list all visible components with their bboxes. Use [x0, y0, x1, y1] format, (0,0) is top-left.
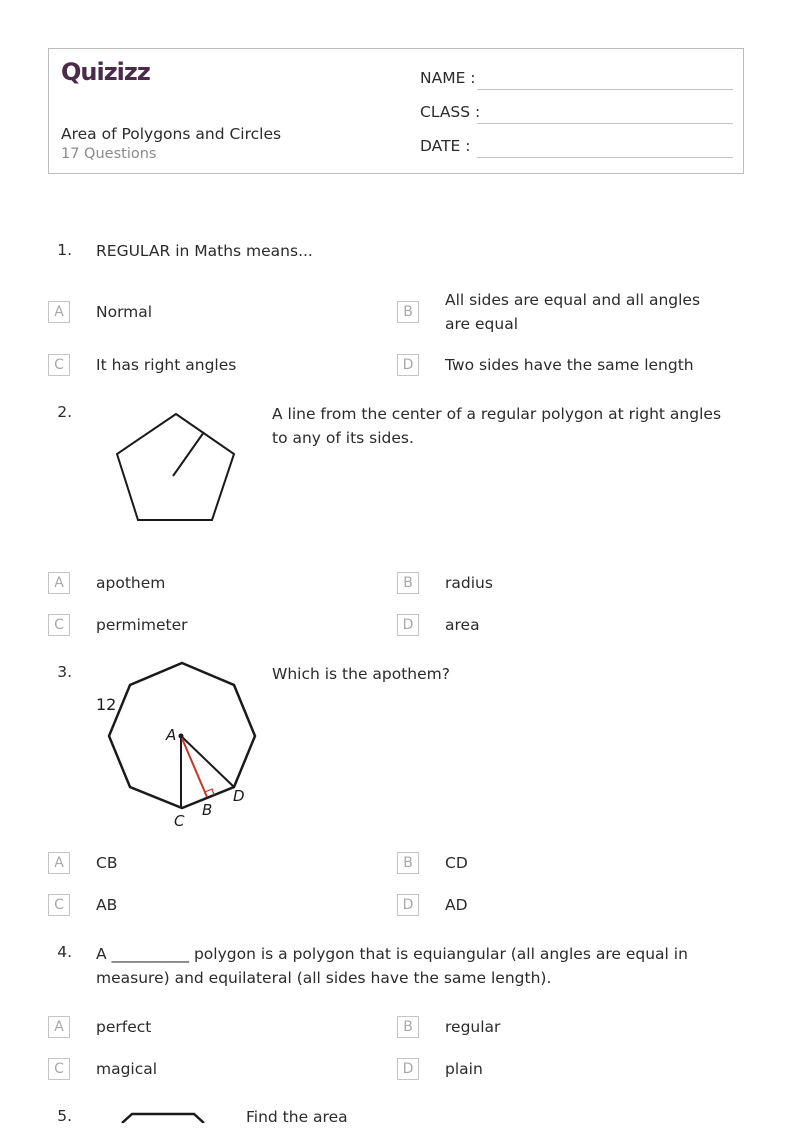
option-box[interactable]: A	[48, 1016, 70, 1038]
option-box[interactable]: D	[397, 1058, 419, 1080]
question-text: Which is the apothem?	[272, 665, 450, 683]
apothem-line	[173, 432, 204, 476]
option-box[interactable]: A	[48, 572, 70, 594]
question-number: 4.	[57, 943, 72, 961]
question-number: 3.	[57, 663, 72, 681]
option-box[interactable]: A	[48, 852, 70, 874]
option-box[interactable]: D	[397, 354, 419, 376]
hexagon-figure	[120, 1110, 210, 1123]
logo-text: Quizizz	[61, 58, 150, 86]
option-text: AB	[96, 896, 118, 914]
option-text: It has right angles	[96, 356, 237, 374]
question-text: Find the area	[246, 1108, 348, 1126]
side-length-label: 12	[96, 695, 117, 714]
option-text: regular	[445, 1018, 501, 1036]
question-number: 2.	[57, 403, 72, 421]
option-box[interactable]: C	[48, 1058, 70, 1080]
vertex-label-b: B	[202, 801, 213, 819]
date-field[interactable]	[477, 157, 733, 158]
option-text: Two sides have the same length	[445, 356, 694, 374]
point-a	[179, 734, 184, 739]
option-text: magical	[96, 1060, 158, 1078]
question-text: REGULAR in Maths means...	[96, 242, 313, 260]
name-field[interactable]	[477, 89, 733, 90]
question-number: 5.	[57, 1107, 72, 1125]
option-text: permimeter	[96, 616, 188, 634]
vertex-label-a: A	[166, 726, 177, 744]
class-label: CLASS :	[420, 103, 481, 121]
option-box[interactable]: B	[397, 852, 419, 874]
option-box[interactable]: B	[397, 1016, 419, 1038]
question-text: A __________ polygon is a polygon that is equiangular (all angles are equal in measure) and equilateral (all sides have the same length).	[96, 945, 688, 987]
option-box[interactable]: B	[397, 572, 419, 594]
option-box[interactable]: B	[397, 301, 419, 323]
option-box[interactable]: D	[397, 894, 419, 916]
option-text: plain	[445, 1060, 483, 1078]
option-text: CD	[445, 854, 468, 872]
option-box[interactable]: C	[48, 894, 70, 916]
octagon-figure	[94, 656, 264, 834]
quizizz-logo	[61, 57, 153, 91]
worksheet-header	[48, 48, 744, 174]
option-box[interactable]: D	[397, 614, 419, 636]
pentagon-shape	[117, 414, 234, 520]
class-field[interactable]	[477, 123, 733, 124]
question-number: 1.	[57, 241, 72, 259]
option-box[interactable]: C	[48, 354, 70, 376]
question-text: A line from the center of a regular polygon at right angles to any of its sides.	[272, 405, 722, 447]
segment-ad	[181, 736, 234, 787]
vertex-label-d: D	[233, 787, 245, 805]
option-box[interactable]: C	[48, 614, 70, 636]
question-count: 17 Questions	[61, 146, 157, 162]
option-box[interactable]: A	[48, 301, 70, 323]
name-label: NAME :	[420, 69, 476, 87]
option-text: Normal	[96, 303, 153, 321]
option-text: All sides are equal and all angles are equal	[445, 291, 701, 333]
pentagon-figure	[110, 408, 242, 528]
vertex-label-c: C	[174, 812, 185, 830]
option-text: CB	[96, 854, 118, 872]
date-label: DATE :	[420, 137, 471, 155]
option-text: apothem	[96, 574, 166, 592]
hexagon-top-edge	[122, 1114, 204, 1123]
option-text: perfect	[96, 1018, 152, 1036]
worksheet-title: Area of Polygons and Circles	[61, 125, 282, 143]
option-text: radius	[445, 574, 493, 592]
segment-ab	[181, 736, 207, 797]
option-text: AD	[445, 896, 468, 914]
option-text: area	[445, 616, 480, 634]
